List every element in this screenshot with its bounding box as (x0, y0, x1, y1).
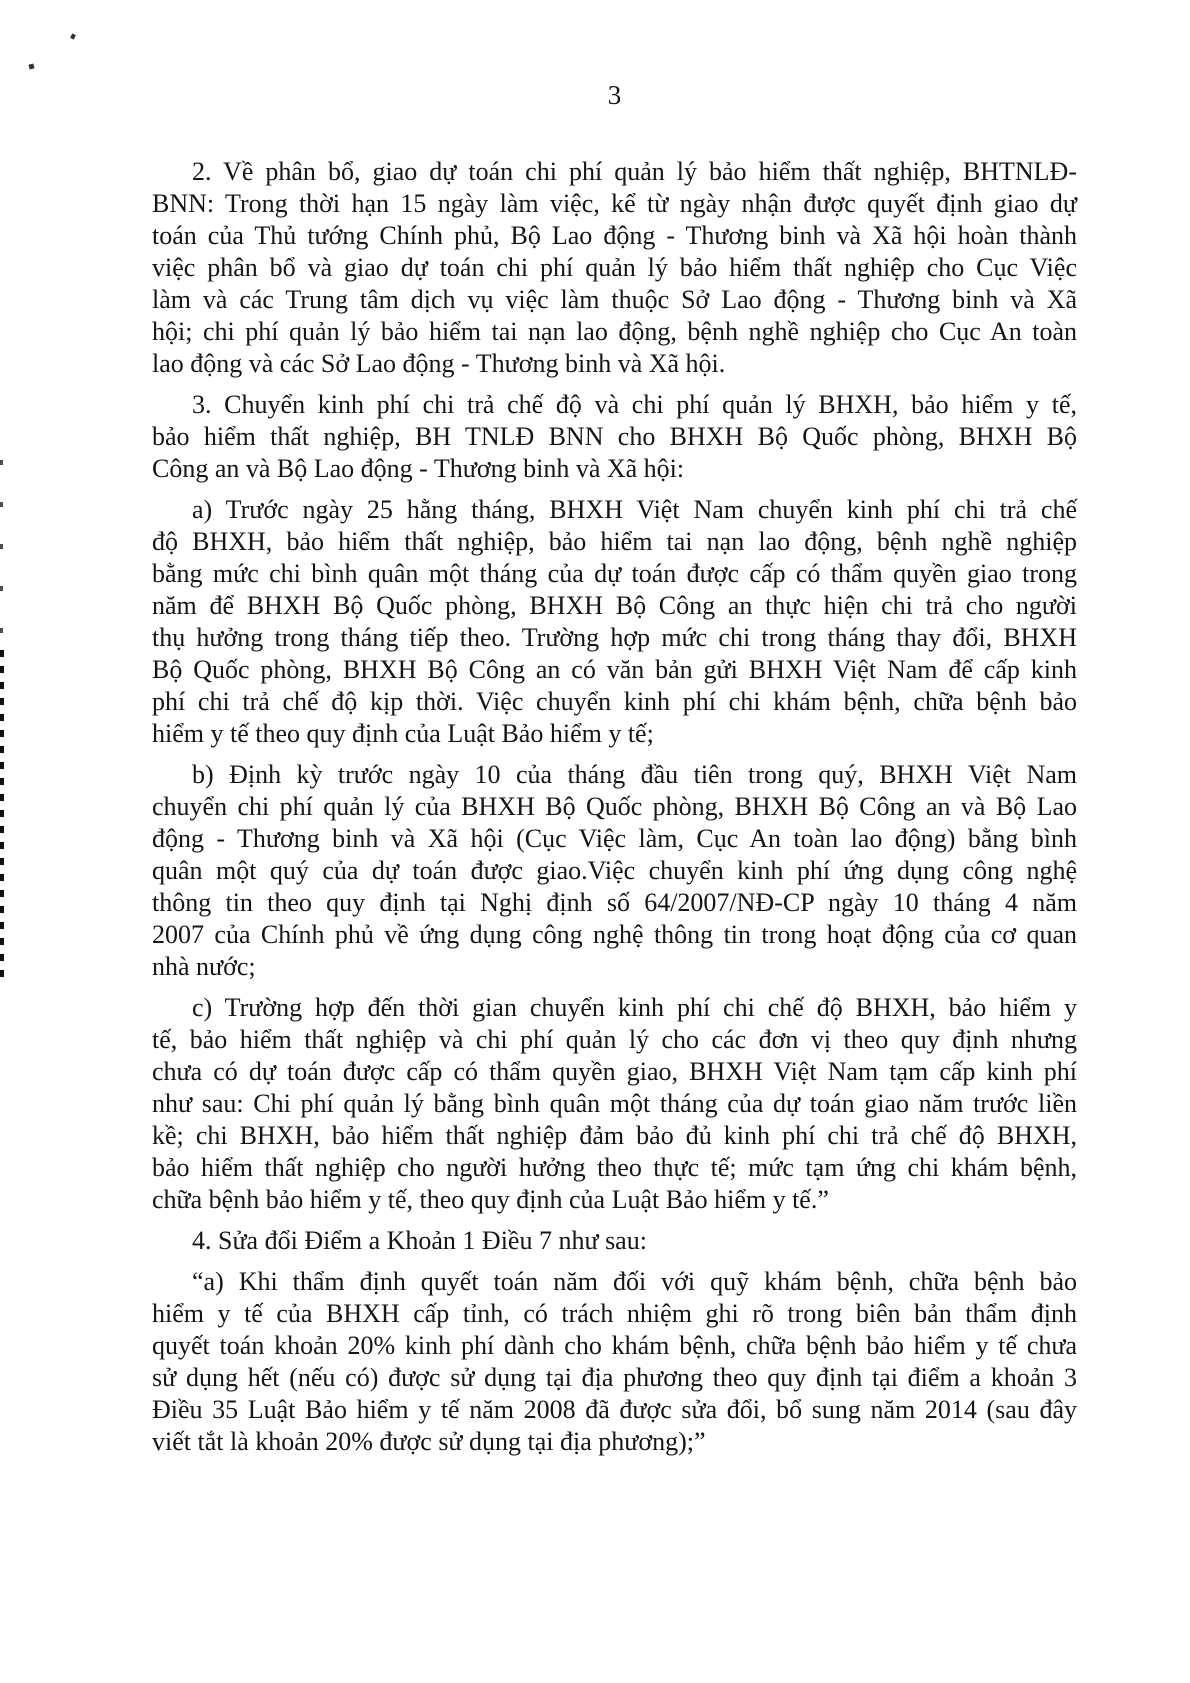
text-line: b) Định kỳ trước ngày 10 của tháng đầu tiên trong quý, BHXH Việt Nam (192, 760, 1077, 789)
text-line: 3. Chuyển kinh phí chi trả chế độ và chi phí quản lý BHXH, bảo hiểm y tế, (192, 390, 1077, 419)
text-line: bảo hiểm thất nghiệp, BH TNLĐ BNN cho BHXH Bộ Quốc phòng, BHXH Bộ (152, 422, 1077, 451)
text-line: a) Trước ngày 25 hằng tháng, BHXH Việt Nam chuyển kinh phí chi trả chế (192, 495, 1077, 524)
text-line: Điều 35 Luật Bảo hiểm y tế năm 2008 đã được sửa đổi, bổ sung năm 2014 (sau đây (152, 1395, 1077, 1424)
text-line: c) Trường hợp đến thời gian chuyển kinh phí chi chế độ BHXH, bảo hiểm y (192, 993, 1077, 1022)
text-line: độ BHXH, bảo hiểm thất nghiệp, bảo hiểm tai nạn lao động, bệnh nghề nghiệp (152, 527, 1077, 556)
scan-binding-artifact (0, 650, 4, 985)
text-line: sử dụng hết (nếu có) được sử dụng tại địa phương theo quy định tại điểm a khoản 3 (152, 1363, 1077, 1392)
paragraph-item-3 (152, 389, 1077, 485)
scan-speck (28, 63, 34, 69)
text-line: Công an và Bộ Lao động - Thương binh và Xã hội: (152, 454, 685, 483)
text-line: chữa bệnh bảo hiểm y tế, theo quy định của Luật Bảo hiểm y tế.” (152, 1185, 829, 1214)
scan-speck (70, 33, 76, 39)
text-line: hiểm y tế theo quy định của Luật Bảo hiểm y tế; (152, 719, 654, 748)
text-line: nhà nước; (152, 952, 256, 981)
text-line: hội; chi phí quản lý bảo hiểm tai nạn lao động, bệnh nghề nghiệp cho Cục An toàn (152, 317, 1077, 346)
scan-binding-artifact (0, 460, 3, 650)
text-line: 2007 của Chính phủ về ứng dụng công nghệ thông tin trong hoạt động của cơ quan (152, 920, 1077, 949)
text-line: như sau: Chi phí quản lý bằng bình quân một tháng của dự toán giao năm trước liền (152, 1089, 1077, 1118)
text-line: quyết toán khoản 20% kinh phí dành cho khám bệnh, chữa bệnh bảo hiểm y tế chưa (152, 1331, 1077, 1360)
text-line: phí chi trả chế độ kịp thời. Việc chuyển kinh phí chi khám bệnh, chữa bệnh bảo (152, 687, 1077, 716)
text-line: quân một quý của dự toán được giao.Việc chuyển kinh phí ứng dụng công nghệ (152, 856, 1077, 885)
text-line: thụ hưởng trong tháng tiếp theo. Trường hợp mức chi trong tháng thay đổi, BHXH (152, 623, 1077, 652)
text-line: năm để BHXH Bộ Quốc phòng, BHXH Bộ Công an thực hiện chi trả cho người (152, 591, 1077, 620)
text-line: toán của Thủ tướng Chính phủ, Bộ Lao động - Thương binh và Xã hội hoàn thành (152, 221, 1077, 250)
text-line: tế, bảo hiểm thất nghiệp và chi phí quản lý cho các đơn vị theo quy định nhưng (152, 1025, 1077, 1054)
text-line: lao động và các Sở Lao động - Thương binh và Xã hội. (152, 349, 726, 378)
text-line: Bộ Quốc phòng, BHXH Bộ Công an có văn bản gửi BHXH Việt Nam để cấp kinh (152, 655, 1077, 684)
text-line: bảo hiểm thất nghiệp cho người hưởng theo thực tế; mức tạm ứng chi khám bệnh, (152, 1153, 1077, 1182)
text-line: bằng mức chi bình quân một tháng của dự toán được cấp có thẩm quyền giao trong (152, 559, 1077, 588)
document-body (152, 156, 1077, 1467)
paragraph-item-3b (152, 759, 1077, 983)
paragraph-item-2 (152, 156, 1077, 380)
text-line: làm và các Trung tâm dịch vụ việc làm thuộc Sở Lao động - Thương binh và Xã (152, 285, 1077, 314)
text-line: hiểm y tế của BHXH cấp tỉnh, có trách nhiệm ghi rõ trong biên bản thẩm định (152, 1299, 1077, 1328)
text-line: việc phân bổ và giao dự toán chi phí quản lý bảo hiểm thất nghiệp cho Cục Việc (152, 253, 1077, 282)
text-line: 2. Về phân bổ, giao dự toán chi phí quản lý bảo hiểm thất nghiệp, BHTNLĐ- (192, 157, 1077, 186)
page-number: 3 (607, 80, 622, 110)
paragraph-item-3a (152, 494, 1077, 750)
text-line: kề; chi BHXH, bảo hiểm thất nghiệp đảm bảo đủ kinh phí chi trả chế độ BHXH, (152, 1121, 1077, 1150)
text-line: chưa có dự toán được cấp có thẩm quyền giao, BHXH Việt Nam tạm cấp kinh phí (152, 1057, 1077, 1086)
text-line: động - Thương binh và Xã hội (Cục Việc làm, Cục An toàn lao động) bằng bình (152, 824, 1077, 853)
text-line: BNN: Trong thời hạn 15 ngày làm việc, kể từ ngày nhận được quyết định giao dự (152, 189, 1077, 218)
text-line: 4. Sửa đổi Điểm a Khoản 1 Điều 7 như sau: (192, 1226, 647, 1255)
text-line: “a) Khi thẩm định quyết toán năm đối với quỹ khám bệnh, chữa bệnh bảo (192, 1267, 1077, 1296)
text-line: thông tin theo quy định tại Nghị định số 64/2007/NĐ-CP ngày 10 tháng 4 năm (152, 888, 1077, 917)
text-line: viết tắt là khoản 20% được sử dụng tại địa phương);” (152, 1427, 706, 1456)
text-line: chuyển chi phí quản lý của BHXH Bộ Quốc phòng, BHXH Bộ Công an và Bộ Lao (152, 792, 1077, 821)
paragraph-item-3c (152, 992, 1077, 1216)
paragraph-item-4 (152, 1225, 1077, 1257)
paragraph-item-4a (152, 1266, 1077, 1458)
